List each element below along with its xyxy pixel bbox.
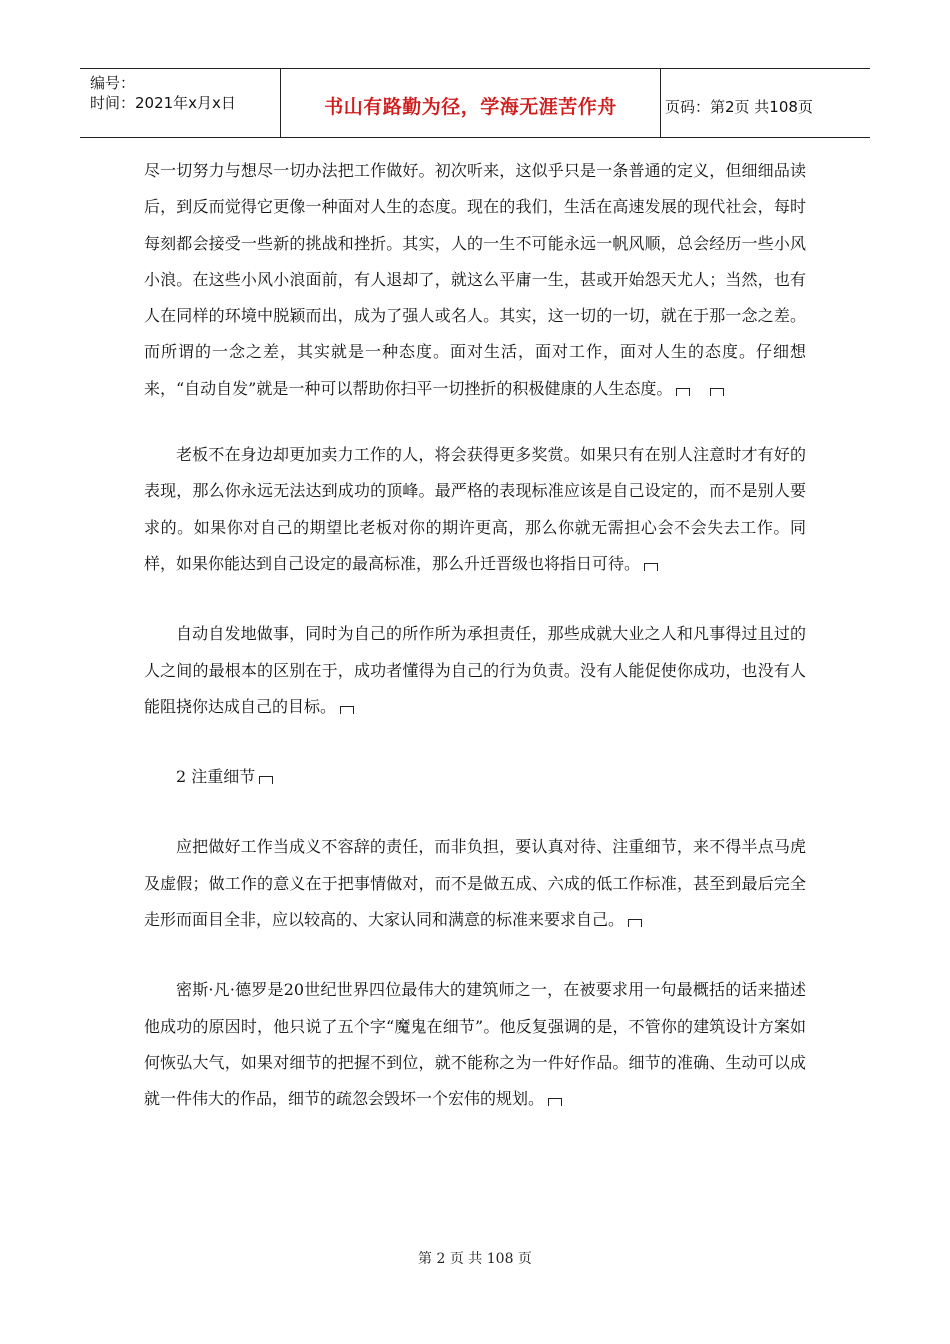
header-motto: 书山有路勤为径，学海无涯苦作舟 xyxy=(324,95,617,118)
paragraph-mark-icon xyxy=(340,706,354,714)
paragraph-mark-icon xyxy=(628,919,642,927)
header-page-info: 页码：第2页 共108页 xyxy=(665,97,813,116)
document-body xyxy=(144,153,806,1118)
paragraph xyxy=(144,972,806,1117)
paragraph-text: 老板不在身边却更加卖力工作的人，将会获得更多奖赏。如果只有在别人注意时才有好的表现，那么你永远无法达到成功的顶峰。最严格的表现标准应该是自己设定的，而不是别人要求的。如果你对自己的期望比老板对你的期许更高，那么你就无需担心会不会失去工作。同样，如果你能达到自己设定的最高标准，那么升迁晋级也将指日可待。 xyxy=(144,445,806,573)
header-page-cell xyxy=(660,69,870,137)
document-header xyxy=(80,68,870,138)
paragraph-mark-icon xyxy=(548,1098,562,1106)
paragraph xyxy=(144,153,806,407)
page-footer: 第 2 页 共 108 页 xyxy=(418,1251,532,1267)
paragraph xyxy=(144,616,806,725)
paragraph-mark-icon xyxy=(644,563,658,571)
date-label: 时间：2021年x月x日 xyxy=(90,94,236,112)
number-label: 编号： xyxy=(90,74,136,92)
paragraph-text: 尽一切努力与想尽一切办法把工作做好。初次听来，这似乎只是一条普通的定义，但细细品读后，到反而觉得它更像一种面对人生的态度。现在的我们，生活在高速发展的现代社会，每时每刻都会接受一些新的挑战和挫折。其实，人的一生不可能永远一帆风顺，总会经历一些小风小浪。在这些小风小浪面前，有人退却了，就这么平庸一生，甚或开始怨天尤人；当然，也有人在同样的环境中脱颖而出，成为了强人或名人。其实，这一切的一切，就在于那一念之差。而所谓的一念之差，其实就是一种态度。面对生活，面对工作，面对人生的态度。仔细想来，“自动自发”就是一种可以帮助你扫平一切挫折的积极健康的人生态度。 xyxy=(144,161,806,398)
paragraph xyxy=(144,437,806,582)
section-heading xyxy=(144,759,806,795)
paragraph-mark-icon xyxy=(710,388,724,396)
paragraph-text: 自动自发地做事，同时为自己的所作所为承担责任，那些成就大业之人和凡事得过且过的人之间的最根本的区别在于，成功者懂得为自己的行为负责。没有人能促使你成功，也没有人能阻挠你达成自己的目标。 xyxy=(144,624,806,716)
paragraph-mark-icon xyxy=(676,388,690,396)
header-motto-cell xyxy=(280,69,661,137)
paragraph-mark-icon xyxy=(259,776,273,784)
paragraph-text: 密斯·凡·德罗是20世纪世界四位最伟大的建筑师之一，在被要求用一句最概括的话来描述他成功的原因时，他只说了五个字“魔鬼在细节”。他反复强调的是，不管你的建筑设计方案如何恢弘大气，如果对细节的把握不到位，就不能称之为一件好作品。细节的准确、生动可以成就一件伟大的作品，细节的疏忽会毁坏一个宏伟的规划。 xyxy=(144,980,806,1109)
header-meta xyxy=(80,69,280,137)
paragraph-text: 应把做好工作当成义不容辞的责任，而非负担，要认真对待、注重细节，来不得半点马虎及虚假；做工作的意义在于把事情做对，而不是做五成、六成的低工作标准，甚至到最后完全走形而面目全非，应以较高的、大家认同和满意的标准来要求自己。 xyxy=(144,837,806,930)
section-heading-text: 2 注重细节 xyxy=(176,767,256,787)
paragraph xyxy=(144,829,806,938)
